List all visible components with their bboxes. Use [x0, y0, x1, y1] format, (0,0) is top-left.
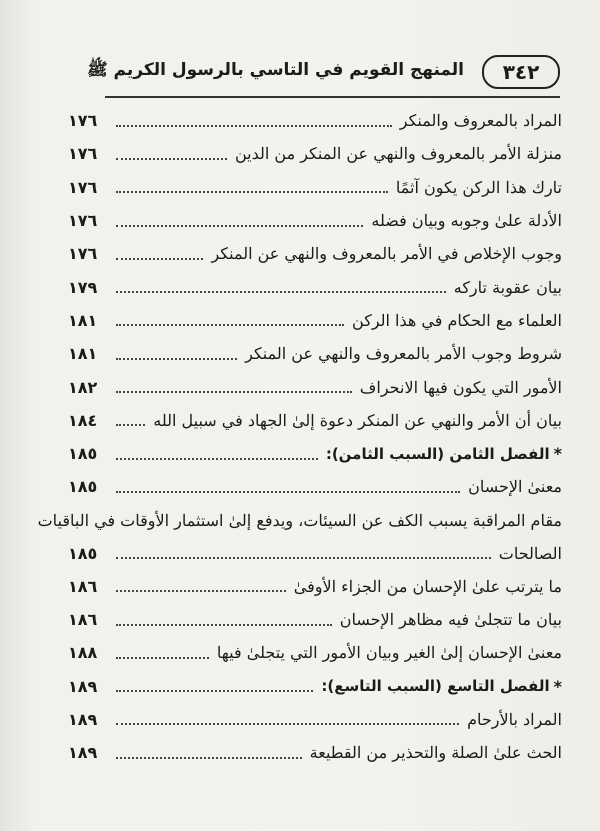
- toc-entry-page: ١٨٩: [68, 676, 98, 696]
- toc-entry: [68, 736, 562, 769]
- toc-entry-title: منزلة الأمر بالمعروف والنهي عن المنكر من الدين: [234, 144, 562, 164]
- toc-entry-page: ١٨١: [68, 310, 98, 330]
- page-number: ٣٤٢: [482, 55, 560, 89]
- toc-entry: [68, 204, 562, 237]
- toc-entry-title: المراد بالأرحام: [467, 709, 562, 729]
- dot-leader: [116, 590, 286, 592]
- toc-entry: [68, 337, 562, 370]
- toc-entry-page: ١٨٤: [68, 410, 98, 430]
- toc-entry-title: وجوب الإخلاص في الأمر بالمعروف والنهي عن المنكر: [211, 244, 562, 264]
- dot-leader: [116, 491, 460, 493]
- toc-entry-title: معنىٰ الإحسان: [468, 477, 562, 497]
- dot-leader: [116, 424, 145, 426]
- toc-entry-title: الفصل التاسع (السبب التاسع):: [321, 677, 550, 696]
- dot-leader: [116, 258, 203, 260]
- toc-entry-page: ١٧٦: [68, 144, 98, 164]
- toc-entry-wrapped: [37, 504, 562, 570]
- toc-entry: [68, 703, 562, 736]
- toc-entry: [68, 603, 562, 636]
- toc-entry: [68, 270, 562, 303]
- toc-entry-title: المراد بالمعروف والمنكر: [399, 111, 562, 131]
- toc-entry: [68, 370, 562, 403]
- toc-entry-title: الأدلة علىٰ وجوبه وبيان فضله: [371, 211, 562, 231]
- toc-entry: [68, 304, 562, 337]
- toc-entry: [68, 137, 562, 170]
- toc-entry: [68, 104, 562, 137]
- toc-entry-title: الفصل الثامن (السبب الثامن):: [325, 444, 550, 463]
- toc-entry-title: مقام المراقبة يسبب الكف عن السيئات، ويدفع إلىٰ استثمار الأوقات في الباقيات: [37, 510, 562, 530]
- dot-leader: [116, 125, 392, 127]
- toc-entry-title: تارك هذا الركن يكون آثمًا: [395, 177, 562, 197]
- toc-entry-page: ١٧٦: [68, 177, 98, 197]
- page-header: [87, 55, 560, 95]
- toc-entry: [68, 237, 562, 270]
- toc-entry-page: ١٧٦: [68, 211, 98, 231]
- toc-entry: [68, 171, 562, 204]
- dot-leader: [116, 225, 363, 227]
- dot-leader: [116, 291, 446, 293]
- toc-entry-title: ما يترتب علىٰ الإحسان من الجزاء الأوفىٰ: [293, 576, 562, 596]
- dot-leader: [116, 723, 459, 725]
- dot-leader: [116, 458, 318, 460]
- dot-leader: [116, 191, 388, 193]
- toc-chapter-heading: [68, 437, 562, 470]
- toc-entry-page: ١٨٩: [68, 709, 98, 729]
- toc-entry-page: ١٨٦: [68, 576, 98, 596]
- toc-entry-title: بيان ما تتجلىٰ فيه مظاهر الإحسان: [339, 610, 562, 629]
- toc-entry-page: ١٧٩: [68, 277, 98, 297]
- toc-entry-title: الحث علىٰ الصلة والتحذير من القطيعة: [309, 743, 562, 763]
- toc-entry-title: العلماء مع الحكام في هذا الركن: [352, 310, 562, 330]
- dot-leader: [116, 690, 313, 692]
- toc-entry-page: ١٧٦: [68, 244, 98, 264]
- dot-leader: [116, 657, 209, 659]
- toc-entry-title: شروط وجوب الأمر بالمعروف والنهي عن المنكر: [245, 344, 562, 364]
- dot-leader: [116, 324, 344, 326]
- toc-entry-title: الأمور التي يكون فيها الانحراف: [359, 377, 562, 397]
- toc-entry: [68, 636, 562, 669]
- toc-entry-title: بيان عقوبة تاركه: [453, 277, 562, 297]
- dot-leader: [116, 624, 332, 626]
- star-bullet-icon: *: [553, 676, 562, 696]
- toc-entry-page: ١٨١: [68, 344, 98, 364]
- toc-entry-page: ١٨٦: [68, 610, 98, 629]
- toc-entry-page: ١٨٥: [68, 444, 98, 464]
- dot-leader: [116, 158, 227, 160]
- toc-entry: [68, 404, 562, 437]
- toc-entry-title-continued: الصالحات: [498, 543, 562, 563]
- toc-entry-page: ١٨٥: [68, 543, 98, 563]
- toc-entry-page: ١٨٥: [68, 477, 98, 497]
- running-title: المنهج القويم في التاسي بالرسول الكريم ﷺ: [87, 60, 464, 80]
- toc-entry-title: بيان أن الأمر والنهي عن المنكر دعوة إلىٰ الجهاد في سبيل الله: [153, 410, 562, 430]
- toc-entry-page: ١٨٨: [68, 643, 98, 663]
- toc-entry-page: ١٧٦: [68, 111, 98, 131]
- toc-entry-title: معنىٰ الإحسان إلىٰ الغير وبيان الأمور التي يتجلىٰ فيها: [216, 643, 562, 663]
- toc-chapter-heading: [68, 669, 562, 702]
- dot-leader: [116, 358, 237, 360]
- toc-entry-page: ١٨٢: [68, 377, 98, 397]
- dot-leader: [116, 557, 491, 559]
- table-of-contents: [37, 104, 562, 769]
- dot-leader: [116, 391, 352, 393]
- dot-leader: [116, 757, 302, 759]
- header-rule: [105, 96, 560, 98]
- star-bullet-icon: *: [553, 444, 562, 464]
- toc-entry: [68, 570, 562, 603]
- toc-entry-page: ١٨٩: [68, 743, 98, 763]
- toc-entry: [68, 470, 562, 503]
